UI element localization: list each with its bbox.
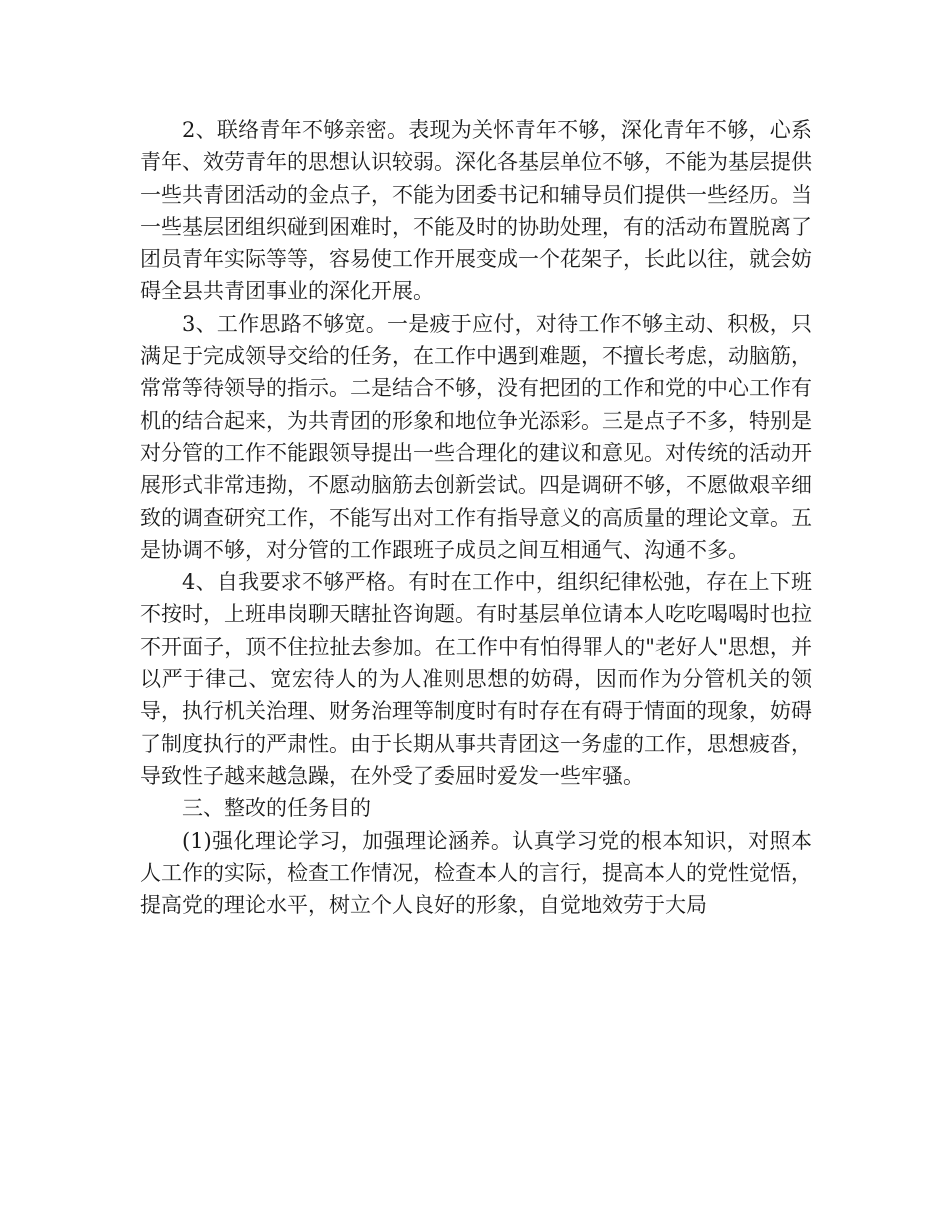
section-heading-rectification-goals: 三、整改的任务目的 xyxy=(182,796,371,821)
paragraph-work-thinking: 3、工作思路不够宽。一是疲于应付，对待工作不够主动、积极，只满足于完成领导交给的任务，在工作中遇到难题，不擅长考虑，动脑筋，常常等待领导的指示。二是结合不够，没有把团的工作和党的中心工作有机的结合起来，为共青团的形象和地位争光添彩。三是点子不多，特别是对分管的工作不能跟领导提出一些合理化的建议和意见。对传统的活动开展形式非常违拗，不愿动脑筋去创新尝试。四是调研不够，不愿做艰辛细致的调查研究工作，不能写出对工作有指导意义的高质量的理论文章。五是协调不够，对分管的工作跟班子成员之间互相通气、沟通不多。 xyxy=(140,311,812,562)
paragraph-theory-study: (1)强化理论学习，加强理论涵养。认真学习党的根本知识，对照本人工作的实际，检查工作情况，检查本人的言行，提高本人的党性觉悟，提高党的理论水平，树立个人良好的形象，自觉地效劳于大局 xyxy=(140,828,812,918)
paragraph-self-discipline: 4、自我要求不够严格。有时在工作中，组织纪律松弛，存在上下班不按时，上班串岗聊天瞎扯咨询题。有时基层单位请本人吃吃喝喝时也拉不开面子，顶不住拉扯去参加。在工作中有怕得罪人的"老好人"思想，并以严于律己、宽宏待人的为人准则思想的妨碍，因而作为分管机关的领导，执行机关治理、财务治理等制度时有时存在有碍于情面的现象，妨碍了制度执行的严肃性。由于长期从事共青团这一务虚的工作，思想疲沓，导致性子越来越急躁，在外受了委屈时爱发一些牢骚。 xyxy=(140,570,812,788)
document-page xyxy=(140,114,812,921)
paragraph-liaison-youth: 2、联络青年不够亲密。表现为关怀青年不够，深化青年不够，心系青年、效劳青年的思想认识较弱。深化各基层单位不够，不能为基层提供一些共青团活动的金点子，不能为团委书记和辅导员们提供一些经历。当一些基层团组织碰到困难时，不能及时的协助处理，有的活动布置脱离了团员青年实际等等，容易使工作开展变成一个花架子，长此以往，就会妨碍全县共青团事业的深化开展。 xyxy=(140,118,812,304)
